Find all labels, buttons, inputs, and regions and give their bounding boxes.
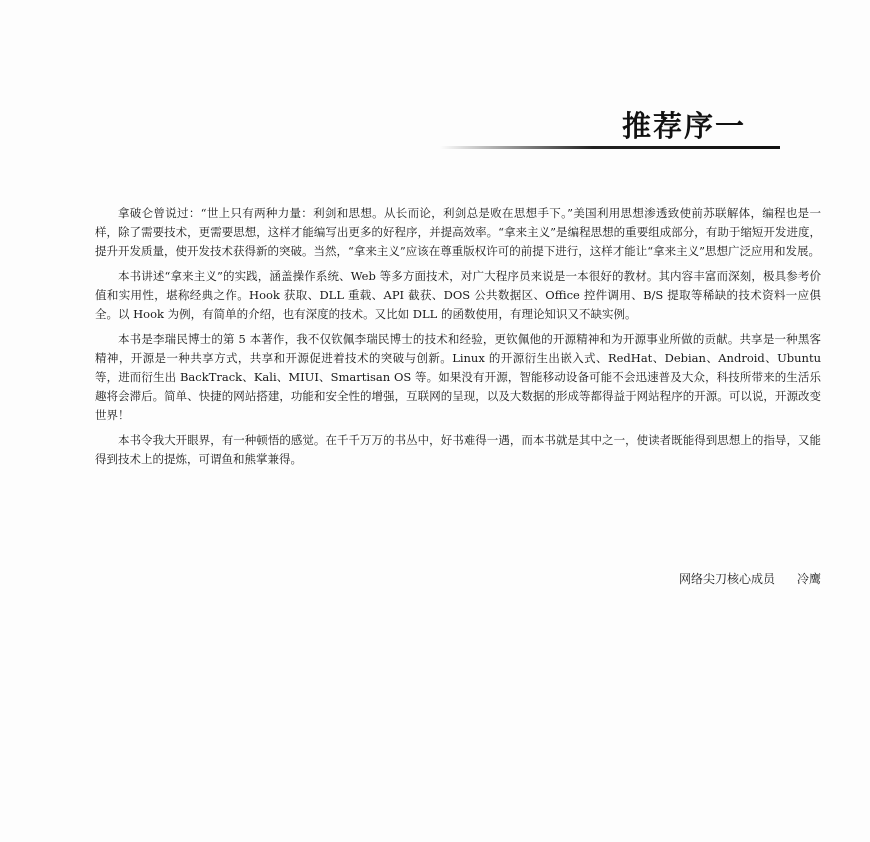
paragraph-3: 本书是李瑞民博士的第 5 本著作，我不仅钦佩李瑞民博士的技术和经验，更钦佩他的开源精神和为开源事业所做的贡献。共享是一种黑客精神，开源是一种共享方式，共享和开源促进着技术的突破与创新。Linux 的开源衍生出嵌入式、RedHat、Debian、Android、Ubuntu 等，进而衍生出 BackTrack、Kali、MIUI、Smartisan OS 等。如果没有开源，智能移动设备可能不会迅速普及大众，科技所带来的生活乐趣将会滞后。简单、快捷的网站搭建，功能和安全性的增强，互联网的呈现，以及大数据的形成等都得益于网站程序的开源。可以说，开源改变世界！ <box>95 332 821 422</box>
title-underline <box>440 146 780 149</box>
page-title: 推荐序一 <box>622 109 747 143</box>
signature-affiliation: 网络尖刀核心成员 <box>678 572 775 586</box>
foreword-body <box>95 204 821 475</box>
signature-name: 冷鹰 <box>796 572 821 586</box>
paragraph-2: 本书讲述“拿来主义”的实践，涵盖操作系统、Web 等多方面技术，对广大程序员来说是一本很好的教材。其内容丰富而深刻，极具参考价值和实用性，堪称经典之作。Hook 获取、DLL 重载、API 截获、DOS 公共数据区、Office 控件调用、B/S 提取等稀缺的技术资料一应俱全。以 Hook 为例，有简单的介绍，也有深度的技术。又比如 DLL 的函数使用，有理论知识又不缺实例。 <box>95 269 821 321</box>
paragraph-4: 本书令我大开眼界，有一种顿悟的感觉。在千千万万的书丛中，好书难得一遇，而本书就是其中之一，使读者既能得到思想上的指导，又能得到技术上的提炼，可谓鱼和熊掌兼得。 <box>95 433 821 466</box>
signature <box>600 570 821 587</box>
paragraph-1: 拿破仑曾说过：“世上只有两种力量：利剑和思想。从长而论，利剑总是败在思想手下。”美国利用思想渗透致使前苏联解体，编程也是一样，除了需要技术，更需要思想，这样才能编写出更多的好程序，并提高效率。“拿来主义”是编程思想的重要组成部分，有助于缩短开发进度，提升开发质量，使开发技术获得新的突破。当然，“拿来主义”应该在尊重版权许可的前提下进行，这样才能让“拿来主义”思想广泛应用和发展。 <box>95 206 821 258</box>
